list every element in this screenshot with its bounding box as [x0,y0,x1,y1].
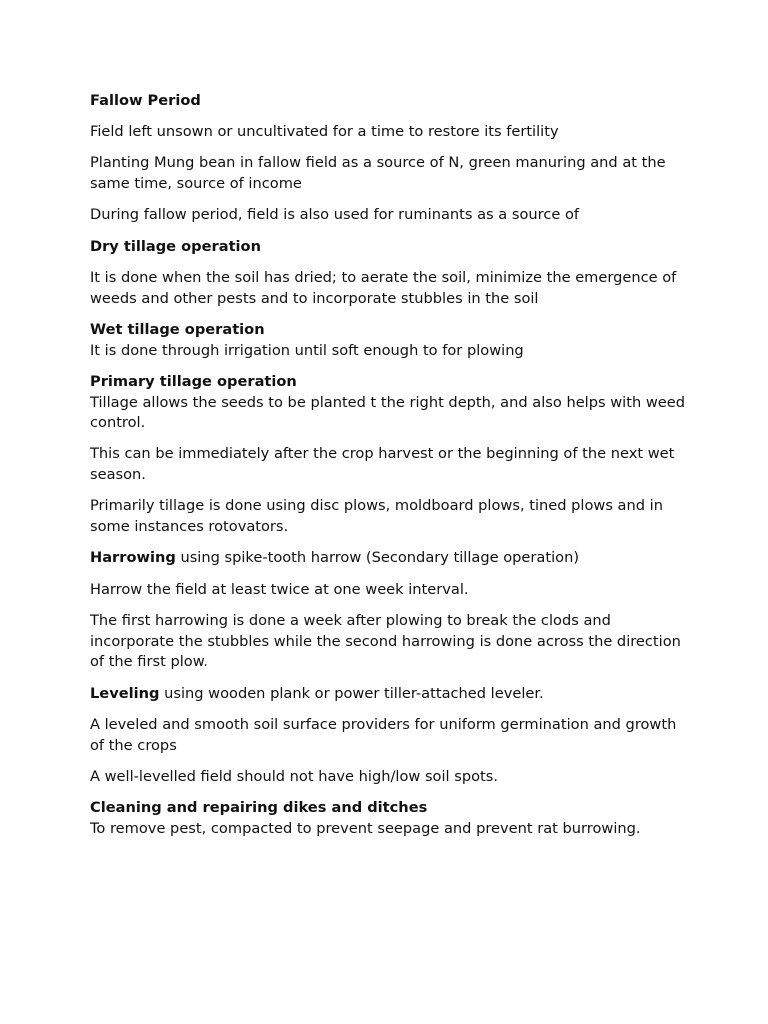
paragraph: Planting Mung bean in fallow field as a source of N, green manuring and at the same time, source of income [90,154,666,193]
paragraph: It is done when the soil has dried; to aerate the soil, minimize the emergence of weeds and other pests and to incorporate stubbles in the soil [90,268,677,307]
heading-fallow-period: Fallow Period [90,92,201,109]
paragraph: To remove pest, compacted to prevent seepage and prevent rat burrowing. [90,819,641,837]
harrowing-term: Harrowing [90,549,176,567]
paragraph: Harrow the field at least twice at one week interval. [90,580,469,598]
leveling-description: using wooden plank or power tiller-attached leveler. [159,684,544,702]
paragraph: The first harrowing is done a week after plowing to break the clods and incorporate the stubbles while the second harrowing is done across the direction of the first plow. [90,611,681,671]
paragraph-leveling [90,684,690,705]
document-page [90,91,690,840]
heading-primary-tillage: Primary tillage operation [90,372,297,390]
paragraph: This can be immediately after the crop harvest or the beginning of the next wet season. [90,445,675,484]
heading-wet-tillage: Wet tillage operation [90,320,265,338]
paragraph: During fallow period, field is also used for ruminants as a source of [90,206,580,224]
heading-dry-tillage: Dry tillage operation [90,237,261,255]
harrowing-description: using spike-tooth harrow (Secondary tillage operation) [175,549,580,567]
paragraph: A well-levelled field should not have high/low soil spots. [90,767,498,785]
paragraph: It is done through irrigation until soft enough to for plowing [90,341,524,359]
paragraph-harrowing [90,548,690,569]
heading-dikes-ditches: Cleaning and repairing dikes and ditches [90,798,428,816]
paragraph: A leveled and smooth soil surface providers for uniform germination and growth of the crops [90,715,677,754]
paragraph: Tillage allows the seeds to be planted t the right depth, and also helps with weed control. [90,393,685,432]
leveling-term: Leveling [90,684,160,702]
paragraph: Field left unsown or uncultivated for a time to restore its fertility [90,123,559,141]
paragraph: Primarily tillage is done using disc plows, moldboard plows, tined plows and in some instances rotovators. [90,497,663,536]
